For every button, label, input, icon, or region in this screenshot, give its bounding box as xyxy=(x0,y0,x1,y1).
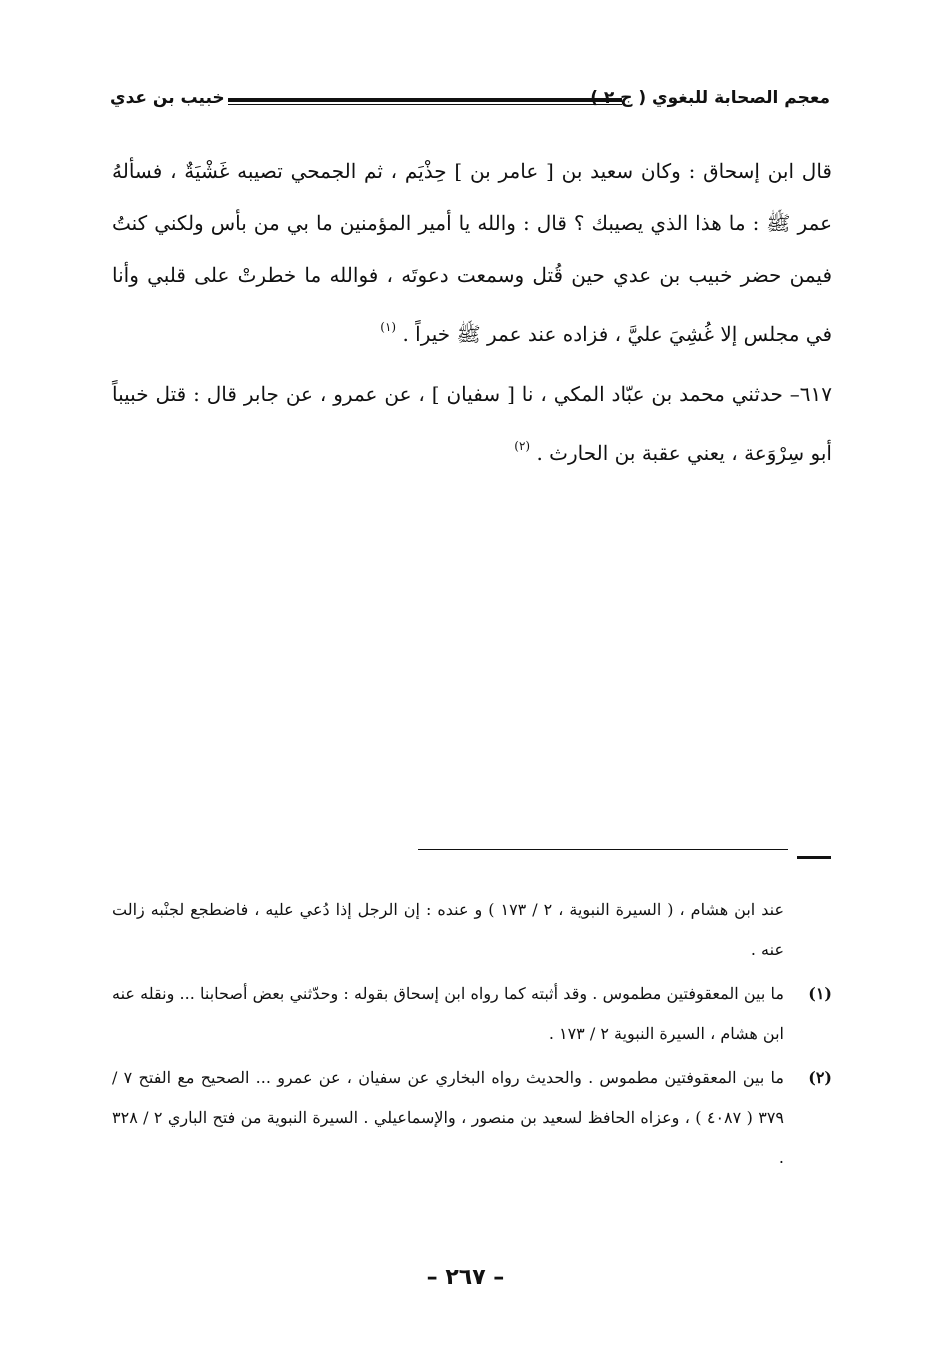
footnote xyxy=(112,1058,832,1178)
footnote-ref: (٢) xyxy=(514,439,531,453)
paragraph-text: قال ابن إسحاق : وكان سعيد بن [ عامر بن ] حِذْيَم ، ثم الجمحي تصيبه غَشْيَةٌ ، فسألهُ عمر ﷺ : ما هذا الذي يصيبك ؟ قال : والله يا أمير المؤمنين ما بي من بأس ولكني كنتُ فيمن حضر خبيب بن عدي حين قُتل وسمعت دعوتَه ، فوالله ما خطرتْ على قلبي وأنا في مجلس إلا غُشِيَ عليَّ ، فزاده عند عمر ﷺ خيراً . xyxy=(112,159,832,346)
footnote-continuation: عند ابن هشام ، ( السيرة النبوية ، ٢ / ١٧٣ ) و عنده : إن الرجل إذا دُعي عليه ، فاضطجع لجنْبه زالت عنه . xyxy=(112,900,784,959)
page-number: – ٢٦٧ – xyxy=(426,1265,505,1290)
footnote-number: (١) xyxy=(808,984,832,1003)
paragraph xyxy=(112,145,832,360)
footnote-separator-mark xyxy=(797,856,831,859)
footnotes xyxy=(112,890,832,1182)
header-rule xyxy=(228,98,622,105)
paragraph-text: ٦١٧– حدثني محمد بن عبّاد المكي ، نا [ سفيان ] ، عن عمرو ، عن جابر قال : قتل خبيباً أبو سِرْوَعة ، يعني عقبة بن الحارث . xyxy=(112,382,832,465)
paragraph xyxy=(112,368,832,479)
section-title: خبيب بن عدي xyxy=(110,88,225,108)
footnote-ref: (١) xyxy=(380,320,397,334)
footnote-text: ما بين المعقوفتين مطموس . وقد أثبته كما رواه ابن إسحاق بقوله : وحدّثني بعض أصحابنا ... ونقله عنه ابن هشام ، السيرة النبوية ٢ / ١٧٣ . xyxy=(112,984,784,1043)
footnote-number: (٢) xyxy=(808,1068,832,1087)
book-title: معجم الصحابة للبغوي ( ج ٢ ) xyxy=(590,88,830,108)
footnote-text: ما بين المعقوفتين مطموس . والحديث رواه البخاري عن سفيان ، عن عمرو ... الصحيح مع الفتح ٧ / ٣٧٩ ( ٤٠٨٧ ) ، وعزاه الحافظ لسعيد بن منصور ، والإسماعيلي . السيرة النبوية من فتح الباري ٢ / ٣٢٨ . xyxy=(112,1068,784,1167)
footnote xyxy=(112,974,832,1054)
footnote-separator xyxy=(418,849,788,850)
running-header xyxy=(110,88,830,128)
main-text xyxy=(112,145,832,479)
